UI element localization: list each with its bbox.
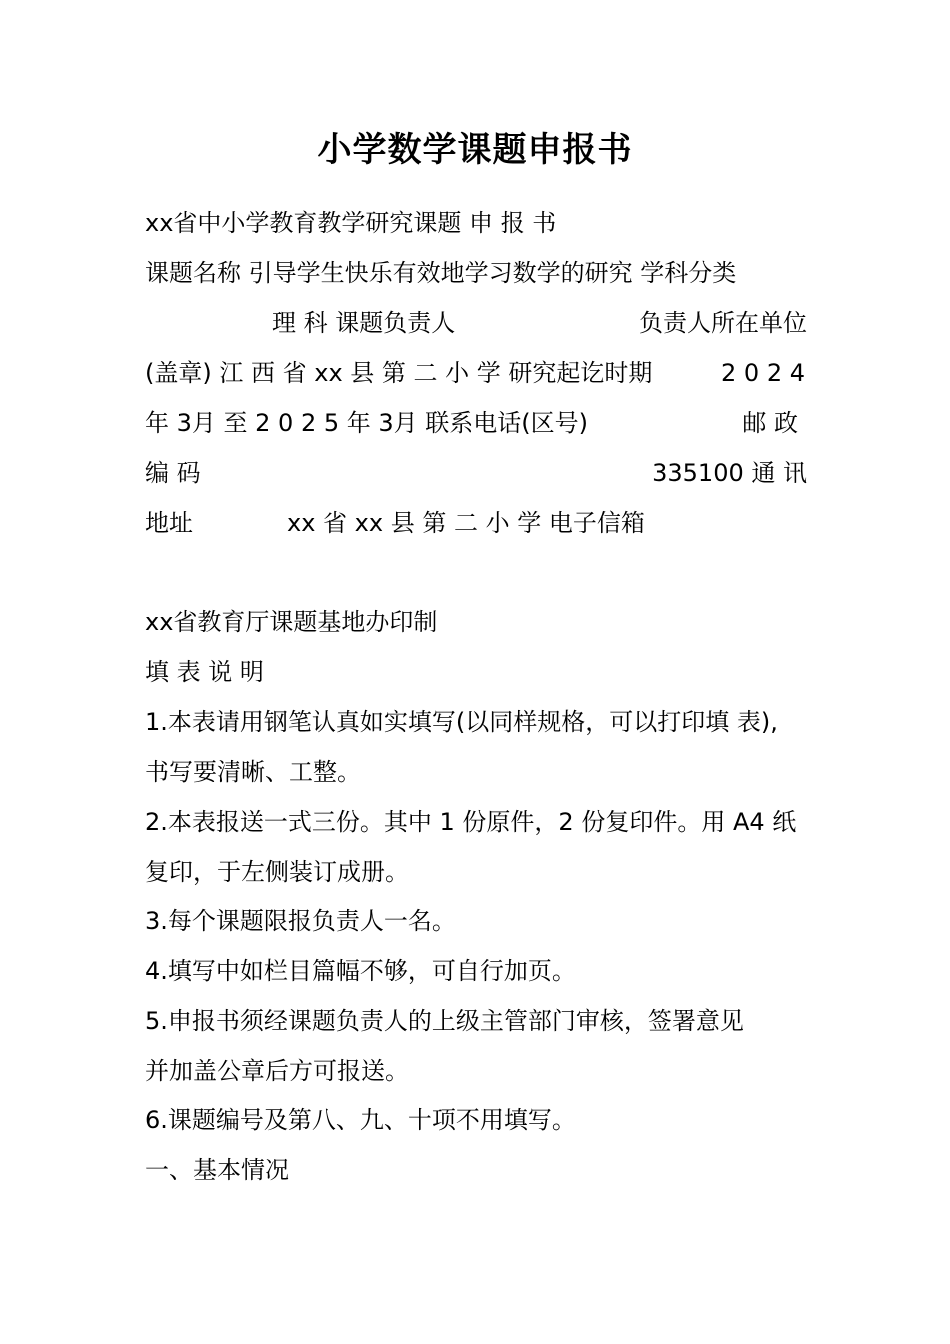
cover-row-postcode-left: 编 码 [145, 459, 201, 487]
instruction-line: 书写要清晰、工整。 [145, 758, 361, 786]
instruction-line: 2.本表报送一式三份。其中 1 份原件，2 份复印件。用 A4 纸 [145, 808, 797, 836]
cover-row-period-left: 年 3月 至 2 0 2 5 年 3月 联系电话(区号) [145, 409, 589, 437]
cover-row-leader-right: 负责人所在单位 [639, 309, 807, 337]
instruction-line: 5.申报书须经课题负责人的上级主管部门审核，签署意见 [145, 1007, 744, 1035]
instruction-line: 4.填写中如栏目篇幅不够，可自行加页。 [145, 957, 576, 985]
instruction-line: 并加盖公章后方可报送。 [145, 1057, 409, 1085]
cover-row-unit-left: (盖章) 江 西 省 xx 县 第 二 小 学 研究起讫时期 [145, 359, 653, 387]
cover-row-postcode-right: 335100 通 讯 [652, 459, 807, 487]
instruction-line: 3.每个课题限报负责人一名。 [145, 907, 456, 935]
section-heading: 一、基本情况 [145, 1156, 289, 1184]
cover-row-leader-left: 理 科 课题负责人 [272, 309, 456, 337]
cover-row-address-right: xx 省 xx 县 第 二 小 学 电子信箱 [287, 509, 645, 537]
instruction-line: 6.课题编号及第八、九、十项不用填写。 [145, 1106, 576, 1134]
cover-row-unit-right: 2 0 2 4 [721, 359, 805, 387]
instruction-line: 复印，于左侧装订成册。 [145, 858, 409, 886]
instructions-heading: 填 表 说 明 [145, 658, 264, 686]
cover-header: xx省中小学教育教学研究课题 申 报 书 [145, 209, 557, 237]
cover-row-address-left: 地址 [145, 509, 193, 537]
instruction-line: 1.本表请用钢笔认真如实填写(以同样规格，可以打印填 表), [145, 708, 778, 736]
cover-row-period-right: 邮 政 [742, 409, 798, 437]
printer-note: xx省教育厅课题基地办印制 [145, 608, 438, 636]
document-title: 小学数学课题申报书 [317, 130, 633, 170]
cover-row-subject: 课题名称 引导学生快乐有效地学习数学的研究 学科分类 [145, 259, 737, 287]
